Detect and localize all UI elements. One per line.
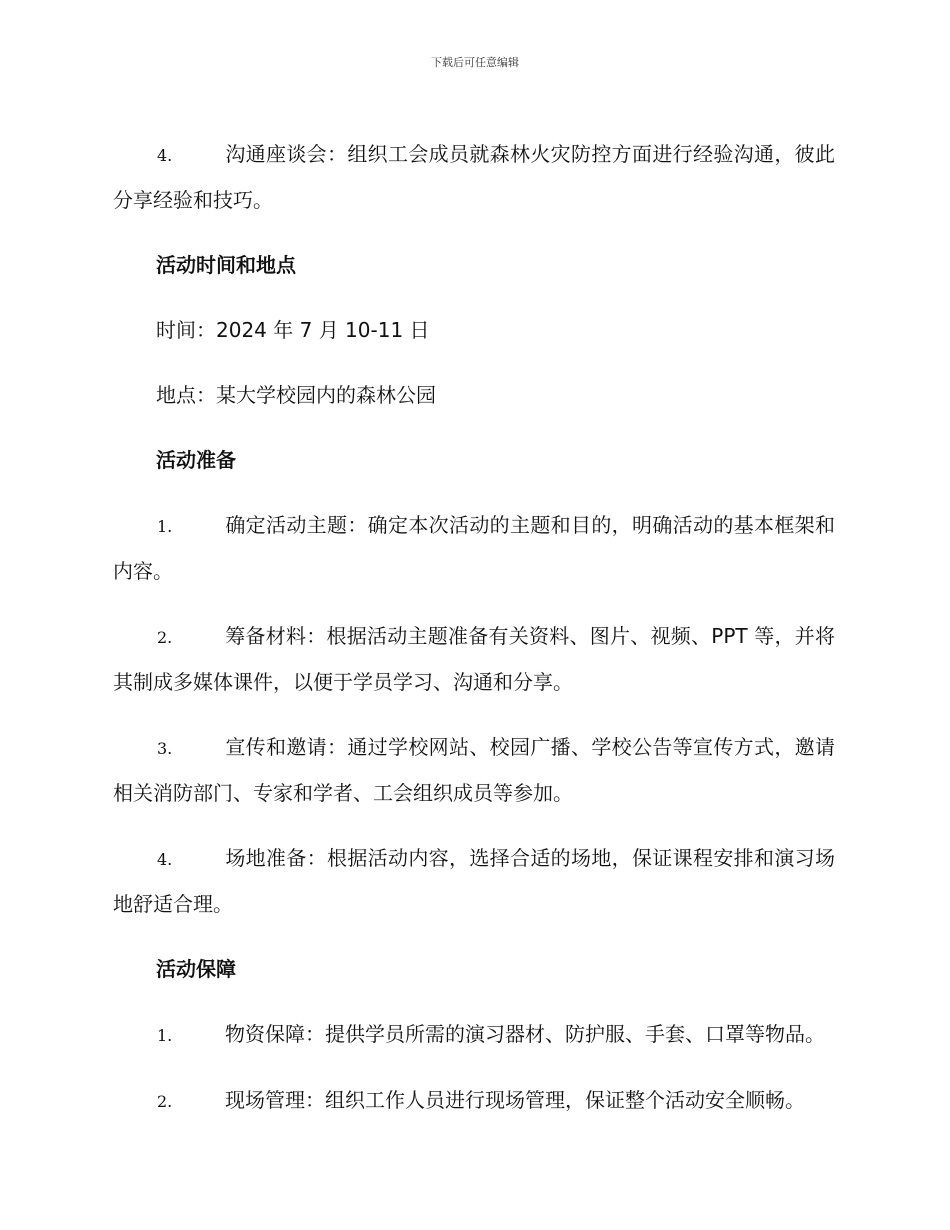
list-item: [113, 132, 835, 223]
activity-time: 时间：2024 年 7 月 10-11 日: [156, 318, 430, 342]
list-item-number: 2.: [157, 628, 173, 647]
list-item-number: 4.: [157, 146, 173, 165]
list-item-text: 确定活动主题：确定本次活动的主题和目的，明确活动的基本框架和内容。: [113, 513, 835, 583]
list-item-text: 物资保障：提供学员所需的演习器材、防护服、手套、口罩等物品。: [225, 1022, 825, 1046]
list-item-text: 筹备材料：根据活动主题准备有关资料、图片、视频、PPT 等，并将其制成多媒体课件，以便于学员学习、沟通和分享。: [113, 624, 835, 694]
list-item: [113, 836, 835, 927]
list-item: [113, 1078, 835, 1124]
list-item-number: 1.: [157, 1026, 173, 1045]
section-heading-preparation: 活动准备: [156, 448, 236, 472]
list-item-number: 2.: [157, 1092, 173, 1111]
section-heading-time-place: 活动时间和地点: [156, 253, 296, 277]
document-body: [113, 112, 835, 1137]
list-item-text: 现场管理：组织工作人员进行现场管理，保证整个活动安全顺畅。: [225, 1088, 805, 1112]
list-item: [113, 1012, 835, 1058]
list-item-number: 4.: [157, 850, 173, 869]
section-heading-support: 活动保障: [156, 957, 236, 981]
list-item: [113, 503, 835, 594]
list-item: [113, 725, 835, 816]
list-item-text: 场地准备：根据活动内容，选择合适的场地，保证课程安排和演习场地舒适合理。: [113, 846, 835, 916]
list-item-text: 宣传和邀请：通过学校网站、校园广播、学校公告等宣传方式，邀请相关消防部门、专家和学者、工会组织成员等参加。: [113, 735, 835, 805]
activity-place: 地点：某大学校园内的森林公园: [156, 383, 436, 407]
list-item-number: 3.: [157, 739, 173, 758]
list-item-number: 1.: [157, 517, 173, 536]
page-header: 下载后可任意编辑: [431, 56, 519, 69]
list-item-text: 沟通座谈会：组织工会成员就森林火灾防控方面进行经验沟通，彼此分享经验和技巧。: [113, 142, 835, 212]
list-item: [113, 614, 835, 705]
